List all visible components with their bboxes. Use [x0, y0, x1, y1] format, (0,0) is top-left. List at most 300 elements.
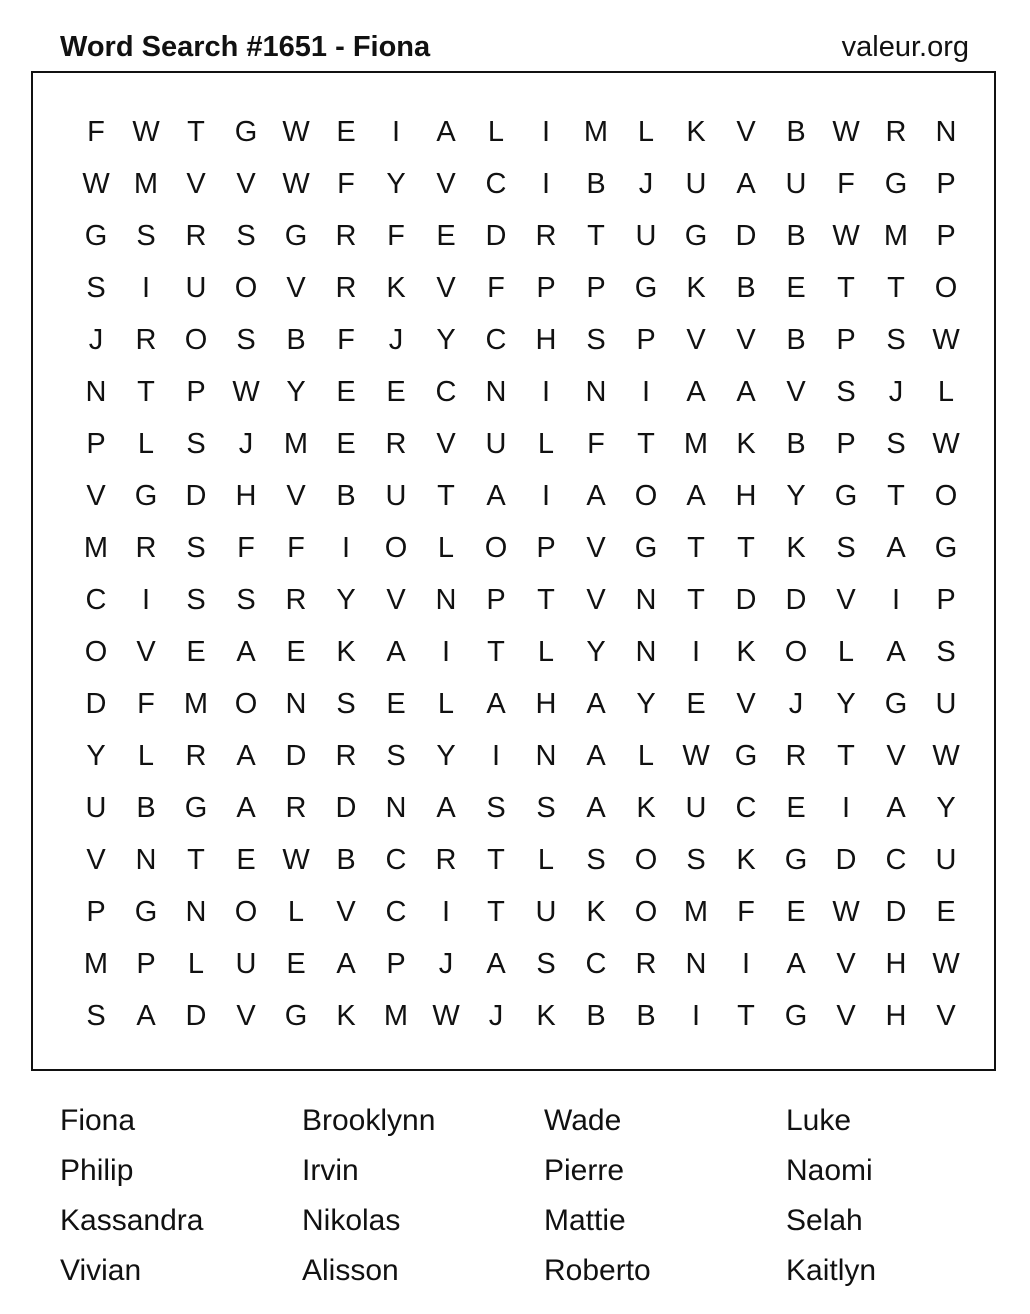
grid-letter: G [884, 167, 908, 200]
grid-letter: U [185, 271, 207, 304]
grid-letter: M [283, 427, 309, 460]
grid-letter: J [788, 687, 804, 720]
grid-letter: N [685, 947, 707, 980]
grid-letter: W [282, 843, 310, 876]
grid-letter: U [85, 791, 107, 824]
grid-letter: A [736, 167, 756, 200]
grid-letter: I [541, 479, 551, 512]
grid-letter: G [884, 687, 908, 720]
grid-letter: P [536, 271, 556, 304]
grid-letter: U [935, 843, 957, 876]
grid-letter: R [785, 739, 807, 772]
grid-letter: V [336, 895, 356, 928]
grid-letter: W [282, 115, 310, 148]
grid-letter: I [541, 115, 551, 148]
grid-letter: N [185, 895, 207, 928]
puzzle-title: Word Search #1651 - Fiona [60, 31, 431, 63]
grid-letter: T [687, 531, 705, 564]
grid-letter: Y [786, 479, 806, 512]
grid-letter: V [886, 739, 906, 772]
grid-letter: Y [636, 687, 656, 720]
grid-letter: S [886, 323, 906, 356]
grid-letter: T [587, 219, 605, 252]
grid-letter: F [337, 167, 355, 200]
grid-letter: A [786, 947, 806, 980]
grid-letter: M [683, 427, 709, 460]
grid-letter: U [935, 687, 957, 720]
grid-letter: A [236, 635, 256, 668]
grid-letter: P [536, 531, 556, 564]
grid-letter: P [636, 323, 656, 356]
grid-letter: E [936, 895, 956, 928]
grid-letter: Y [436, 323, 456, 356]
grid-letter: B [786, 219, 806, 252]
grid-letter: B [336, 843, 356, 876]
word-list-item: Nikolas [302, 1204, 401, 1237]
grid-letter: L [537, 427, 555, 460]
word-list-item: Irvin [302, 1154, 359, 1187]
word-list-item: Roberto [544, 1254, 651, 1287]
grid-letter: M [133, 167, 159, 200]
grid-letter: V [436, 271, 456, 304]
grid-letter: V [386, 583, 406, 616]
grid-letter: L [937, 375, 955, 408]
grid-letter: W [82, 167, 110, 200]
grid-letter: M [883, 219, 909, 252]
grid-letter: S [836, 531, 856, 564]
grid-letter: A [236, 791, 256, 824]
grid-letter: V [836, 947, 856, 980]
grid-letter: F [287, 531, 305, 564]
grid-letter: V [236, 999, 256, 1032]
grid-letter: V [86, 843, 106, 876]
word-list-item: Luke [786, 1104, 852, 1137]
grid-letter: V [186, 167, 206, 200]
grid-letter: P [936, 219, 956, 252]
grid-letter: D [85, 687, 107, 720]
grid-letter: R [185, 219, 207, 252]
grid-letter: E [786, 791, 806, 824]
grid-letter: M [383, 999, 409, 1032]
grid-letter: K [636, 791, 656, 824]
grid-letter: E [786, 271, 806, 304]
grid-letter: L [137, 427, 155, 460]
grid-letter: D [185, 999, 207, 1032]
grid-letter: Y [436, 739, 456, 772]
grid-letter: M [683, 895, 709, 928]
grid-letter: F [137, 687, 155, 720]
grid-letter: N [635, 635, 657, 668]
grid-letter: V [836, 999, 856, 1032]
letter-grid-frame [31, 71, 996, 1071]
grid-letter: V [936, 999, 956, 1032]
grid-letter: A [336, 947, 356, 980]
word-list-item: Alisson [302, 1254, 399, 1287]
grid-letter: K [736, 635, 756, 668]
grid-letter: S [486, 791, 506, 824]
grid-letter: H [235, 479, 257, 512]
grid-letter: S [186, 583, 206, 616]
grid-letter: I [641, 375, 651, 408]
grid-letter: N [435, 583, 457, 616]
grid-letter: O [234, 895, 258, 928]
grid-letter: J [638, 167, 654, 200]
grid-letter: Y [936, 791, 956, 824]
grid-letter: T [187, 115, 205, 148]
grid-letter: A [886, 531, 906, 564]
grid-letter: J [238, 427, 254, 460]
grid-letter: Y [836, 687, 856, 720]
grid-letter: C [435, 375, 457, 408]
grid-letter: B [586, 999, 606, 1032]
grid-letter: N [385, 791, 407, 824]
grid-letter: P [586, 271, 606, 304]
grid-letter: S [686, 843, 706, 876]
grid-letter: L [287, 895, 305, 928]
grid-letter: V [236, 167, 256, 200]
grid-letter: S [586, 843, 606, 876]
grid-letter: K [586, 895, 606, 928]
grid-letter: D [285, 739, 307, 772]
grid-letter: H [535, 323, 557, 356]
grid-letter: P [936, 583, 956, 616]
grid-letter: B [786, 323, 806, 356]
grid-letter: F [87, 115, 105, 148]
grid-letter: E [186, 635, 206, 668]
word-list-item: Mattie [544, 1204, 626, 1237]
grid-letter: K [536, 999, 556, 1032]
grid-letter: O [934, 271, 958, 304]
grid-letter: P [86, 427, 106, 460]
grid-letter: D [885, 895, 907, 928]
grid-letter: W [282, 167, 310, 200]
grid-letter: C [485, 167, 507, 200]
grid-letter: S [186, 531, 206, 564]
grid-letter: W [932, 739, 960, 772]
grid-letter: Y [286, 375, 306, 408]
grid-letter: P [186, 375, 206, 408]
grid-letter: T [737, 531, 755, 564]
grid-letter: V [86, 479, 106, 512]
grid-letter: K [386, 271, 406, 304]
grid-letter: K [686, 271, 706, 304]
grid-letter: R [335, 219, 357, 252]
grid-letter: O [234, 271, 258, 304]
grid-letter: L [637, 115, 655, 148]
grid-letter: O [784, 635, 808, 668]
grid-letter: G [634, 531, 658, 564]
grid-letter: B [736, 271, 756, 304]
grid-letter: S [236, 583, 256, 616]
grid-letter: A [236, 739, 256, 772]
grid-letter: A [436, 791, 456, 824]
grid-letter: G [184, 791, 208, 824]
word-list-item: Wade [544, 1104, 622, 1137]
grid-letter: G [834, 479, 858, 512]
grid-letter: S [86, 999, 106, 1032]
grid-letter: D [785, 583, 807, 616]
grid-letter: L [437, 687, 455, 720]
grid-letter: W [832, 895, 860, 928]
grid-letter: F [587, 427, 605, 460]
grid-letter: A [586, 791, 606, 824]
grid-letter: S [236, 219, 256, 252]
site-name: valeur.org [841, 31, 969, 63]
grid-letter: Y [86, 739, 106, 772]
grid-letter: C [385, 843, 407, 876]
grid-letter: E [336, 375, 356, 408]
grid-letter: N [935, 115, 957, 148]
grid-letter: K [736, 843, 756, 876]
grid-letter: A [486, 479, 506, 512]
grid-letter: A [586, 739, 606, 772]
grid-letter: V [286, 271, 306, 304]
grid-letter: B [286, 323, 306, 356]
grid-letter: S [586, 323, 606, 356]
grid-letter: D [735, 219, 757, 252]
grid-letter: F [387, 219, 405, 252]
grid-letter: E [236, 843, 256, 876]
grid-letter: G [134, 479, 158, 512]
grid-letter: U [535, 895, 557, 928]
grid-letter: G [934, 531, 958, 564]
grid-letter: T [137, 375, 155, 408]
grid-letter: T [487, 635, 505, 668]
grid-letter: A [586, 687, 606, 720]
grid-letter: G [284, 219, 308, 252]
grid-letter: C [885, 843, 907, 876]
word-list-item: Pierre [544, 1154, 625, 1187]
word-list-item: Selah [786, 1204, 863, 1237]
grid-letter: L [437, 531, 455, 564]
word-list-item: Naomi [786, 1154, 873, 1187]
grid-letter: N [485, 375, 507, 408]
grid-letter: E [786, 895, 806, 928]
grid-letter: W [932, 323, 960, 356]
grid-letter: V [686, 323, 706, 356]
grid-letter: T [487, 895, 505, 928]
grid-letter: P [836, 323, 856, 356]
grid-letter: I [541, 167, 551, 200]
grid-letter: W [832, 219, 860, 252]
grid-letter: A [886, 791, 906, 824]
grid-letter: S [186, 427, 206, 460]
grid-letter: W [682, 739, 710, 772]
grid-letter: E [336, 427, 356, 460]
grid-letter: W [132, 115, 160, 148]
grid-letter: T [887, 271, 905, 304]
grid-letter: F [487, 271, 505, 304]
grid-letter: B [136, 791, 156, 824]
grid-letter: K [336, 635, 356, 668]
grid-letter: O [934, 479, 958, 512]
grid-letter: S [886, 427, 906, 460]
grid-letter: I [691, 999, 701, 1032]
grid-letter: R [435, 843, 457, 876]
grid-letter: O [184, 323, 208, 356]
grid-letter: V [736, 687, 756, 720]
grid-letter: F [737, 895, 755, 928]
grid-letter: A [486, 947, 506, 980]
grid-letter: U [385, 479, 407, 512]
grid-letter: W [232, 375, 260, 408]
grid-letter: B [586, 167, 606, 200]
grid-letter: J [388, 323, 404, 356]
grid-letter: I [841, 791, 851, 824]
grid-letter: A [386, 635, 406, 668]
grid-letter: J [438, 947, 454, 980]
grid-letter: L [837, 635, 855, 668]
word-list-item: Fiona [60, 1104, 136, 1137]
grid-letter: V [286, 479, 306, 512]
grid-letter: D [735, 583, 757, 616]
grid-letter: J [488, 999, 504, 1032]
grid-letter: V [586, 583, 606, 616]
grid-letter: G [84, 219, 108, 252]
grid-letter: P [836, 427, 856, 460]
grid-letter: R [135, 531, 157, 564]
grid-letter: G [234, 115, 258, 148]
grid-letter: T [437, 479, 455, 512]
grid-letter: C [85, 583, 107, 616]
grid-letter: A [686, 375, 706, 408]
grid-letter: R [885, 115, 907, 148]
grid-letter: C [735, 791, 757, 824]
grid-letter: I [891, 583, 901, 616]
grid-letter: A [436, 115, 456, 148]
grid-letter: T [187, 843, 205, 876]
grid-letter: N [635, 583, 657, 616]
grid-letter: U [235, 947, 257, 980]
grid-letter: U [685, 791, 707, 824]
grid-letter: J [88, 323, 104, 356]
grid-letter: R [535, 219, 557, 252]
grid-letter: R [285, 583, 307, 616]
grid-letter: R [285, 791, 307, 824]
grid-letter: V [436, 427, 456, 460]
grid-letter: O [484, 531, 508, 564]
grid-letter: O [234, 687, 258, 720]
grid-letter: N [285, 687, 307, 720]
grid-letter: U [635, 219, 657, 252]
grid-letter: E [686, 687, 706, 720]
grid-letter: U [485, 427, 507, 460]
grid-letter: B [636, 999, 656, 1032]
grid-letter: S [86, 271, 106, 304]
grid-letter: N [535, 739, 557, 772]
grid-letter: E [436, 219, 456, 252]
grid-letter: T [887, 479, 905, 512]
grid-letter: O [84, 635, 108, 668]
grid-letter: O [634, 843, 658, 876]
grid-letter: W [932, 947, 960, 980]
grid-letter: H [885, 947, 907, 980]
grid-letter: I [441, 635, 451, 668]
grid-letter: O [384, 531, 408, 564]
letter-grid [71, 106, 971, 1042]
word-list-item: Vivian [60, 1254, 142, 1287]
grid-letter: A [136, 999, 156, 1032]
grid-letter: I [491, 739, 501, 772]
grid-letter: G [784, 843, 808, 876]
grid-letter: F [837, 167, 855, 200]
grid-letter: B [336, 479, 356, 512]
grid-letter: P [386, 947, 406, 980]
grid-letter: M [83, 531, 109, 564]
grid-letter: P [86, 895, 106, 928]
grid-letter: H [735, 479, 757, 512]
grid-letter: T [737, 999, 755, 1032]
grid-letter: Y [586, 635, 606, 668]
grid-letter: P [936, 167, 956, 200]
grid-letter: T [637, 427, 655, 460]
grid-letter: D [335, 791, 357, 824]
grid-letter: A [886, 635, 906, 668]
grid-letter: R [185, 739, 207, 772]
grid-letter: G [734, 739, 758, 772]
grid-letter: L [537, 843, 555, 876]
grid-letter: V [586, 531, 606, 564]
grid-letter: L [537, 635, 555, 668]
grid-letter: J [888, 375, 904, 408]
grid-letter: D [185, 479, 207, 512]
grid-letter: V [786, 375, 806, 408]
grid-letter: L [637, 739, 655, 772]
grid-letter: C [485, 323, 507, 356]
word-list-item: Brooklynn [302, 1104, 436, 1137]
grid-letter: G [284, 999, 308, 1032]
grid-letter: E [286, 947, 306, 980]
grid-letter: R [335, 271, 357, 304]
grid-letter: I [691, 635, 701, 668]
grid-letter: E [386, 687, 406, 720]
grid-letter: B [786, 427, 806, 460]
word-list-item: Kaitlyn [786, 1254, 877, 1287]
grid-letter: U [685, 167, 707, 200]
grid-letter: R [635, 947, 657, 980]
grid-letter: Y [386, 167, 406, 200]
grid-letter: K [786, 531, 806, 564]
grid-letter: O [634, 479, 658, 512]
grid-letter: C [385, 895, 407, 928]
grid-letter: V [436, 167, 456, 200]
grid-letter: S [236, 323, 256, 356]
grid-letter: P [136, 947, 156, 980]
word-list-item: Kassandra [60, 1204, 204, 1237]
grid-letter: F [337, 323, 355, 356]
grid-letter: S [136, 219, 156, 252]
grid-letter: T [837, 739, 855, 772]
grid-letter: A [586, 479, 606, 512]
grid-letter: S [836, 375, 856, 408]
grid-letter: K [336, 999, 356, 1032]
grid-letter: S [536, 947, 556, 980]
grid-letter: A [486, 687, 506, 720]
grid-letter: G [784, 999, 808, 1032]
grid-letter: T [687, 583, 705, 616]
grid-letter: G [134, 895, 158, 928]
grid-letter: A [686, 479, 706, 512]
grid-letter: G [684, 219, 708, 252]
grid-letter: C [585, 947, 607, 980]
grid-letter: R [335, 739, 357, 772]
grid-letter: I [391, 115, 401, 148]
grid-letter: O [634, 895, 658, 928]
grid-letter: L [187, 947, 205, 980]
grid-letter: H [535, 687, 557, 720]
grid-letter: B [786, 115, 806, 148]
grid-letter: A [736, 375, 756, 408]
